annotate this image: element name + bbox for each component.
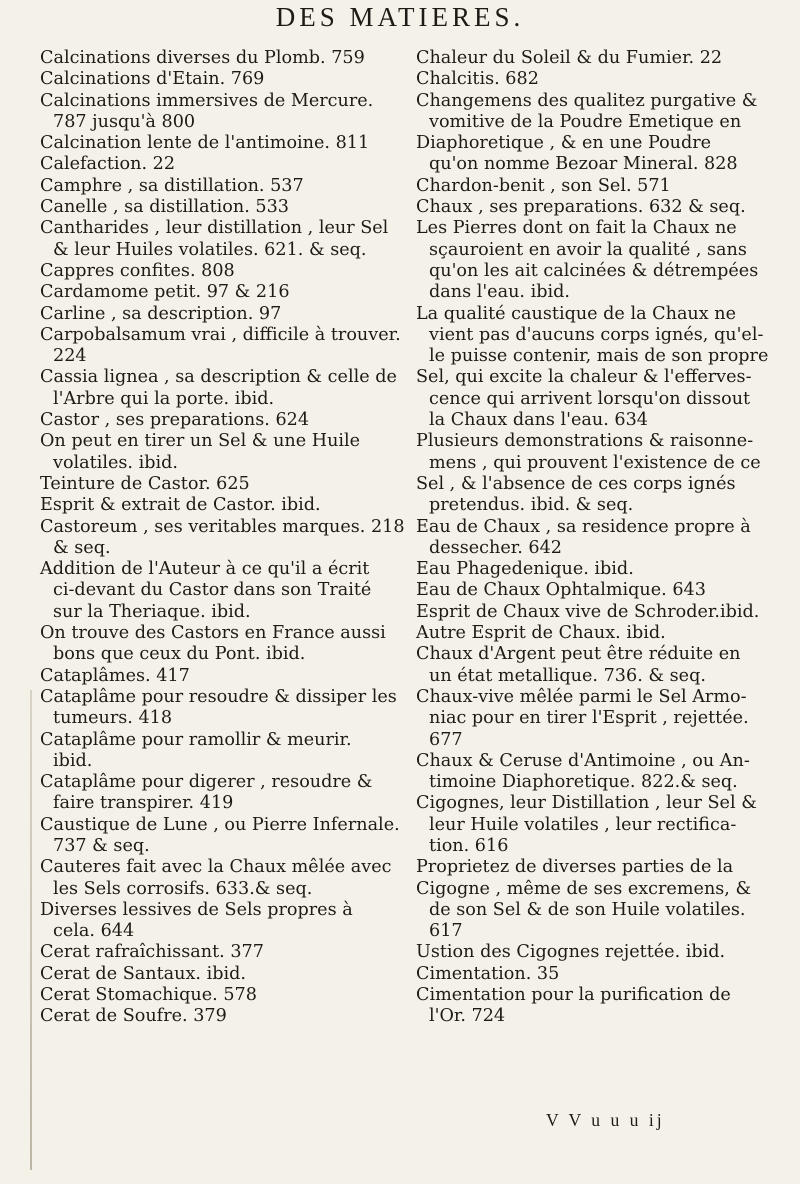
index-line: sur la Theriaque. ibid.	[53, 601, 251, 622]
index-line: Cataplâme pour resoudre & dissiper les	[40, 686, 397, 707]
index-line: Carline , sa description. 97	[40, 303, 282, 324]
index-line: Castoreum , ses veritables marques. 218	[40, 516, 405, 537]
index-line: Cardamome petit. 97 & 216	[40, 282, 290, 303]
index-line: cela. 644	[53, 921, 135, 942]
index-line: Chaleur du Soleil & du Fumier. 22	[416, 48, 723, 68]
index-line: qu'on les ait calcinées & détrempées	[429, 260, 759, 281]
index-line: pretendus. ibid. & seq.	[429, 495, 634, 516]
index-line: Diverses lessives de Sels propres à	[40, 899, 353, 920]
index-line: 787 jusqu'à 800	[53, 111, 196, 132]
index-line: Calcinations d'Etain. 769	[40, 69, 265, 90]
index-entry	[416, 687, 776, 751]
index-line: Chaux d'Argent peut être réduite en	[416, 644, 741, 665]
index-line: la Chaux dans l'eau. 634	[429, 410, 649, 431]
index-line: niac pour en tirer l'Esprit , rejettée.	[429, 708, 749, 729]
index-entry	[40, 304, 392, 325]
index-line: Cassia lignea , sa description & celle de	[40, 367, 397, 388]
index-entry	[40, 133, 392, 154]
index-line: Cigognes, leur Distillation , leur Sel &	[416, 793, 757, 814]
index-entry	[40, 772, 392, 815]
index-line: Cigogne , même de ses excremens, &	[416, 878, 752, 899]
index-line: & leur Huiles volatiles. 621. & seq.	[53, 239, 367, 260]
index-line: Cerat de Santaux. ibid.	[40, 963, 246, 984]
index-line: Cantharides , leur distillation , leur Sel	[40, 218, 389, 239]
index-line: ci-devant du Castor dans son Traité	[53, 580, 372, 601]
index-line: Plusieurs demonstrations & raisonne-	[416, 431, 754, 452]
index-line: dans l'eau. ibid.	[429, 282, 570, 303]
index-entry	[40, 69, 392, 90]
index-line: Canelle , sa distillation. 533	[40, 197, 289, 218]
index-line: l'Arbre qui la porte. ibid.	[53, 388, 275, 409]
index-line: Cataplâmes. 417	[40, 665, 190, 686]
index-line: Cerat rafraîchissant. 377	[40, 942, 264, 963]
page-fold-shadow	[30, 690, 32, 1170]
index-entry	[40, 814, 400, 858]
index-column-left	[40, 48, 405, 1028]
index-line: 737 & seq.	[53, 835, 150, 856]
index-line: Cappres confites. 808	[40, 260, 235, 281]
index-line: 617	[429, 921, 463, 942]
index-entry	[40, 666, 392, 687]
index-line: faire transpirer. 419	[53, 793, 234, 814]
index-entry	[40, 91, 392, 134]
index-entry	[40, 516, 405, 666]
index-entry	[40, 730, 392, 773]
index-line: 677	[429, 729, 463, 750]
index-line: Ustion des Cigognes rejettée. ibid.	[416, 942, 726, 963]
index-entry	[40, 686, 397, 730]
index-line: Caustique de Lune , ou Pierre Infernale.	[40, 814, 400, 835]
index-line: Eau de Chaux , sa residence propre à	[416, 516, 751, 537]
index-line: Calcination lente de l'antimoine. 811	[40, 133, 370, 154]
index-line: bons que ceux du Pont. ibid.	[53, 644, 306, 665]
index-line: Chaux & Ceruse d'Antimoine , ou An-	[416, 750, 750, 771]
index-line: Sel , & l'absence de ces corps ignés	[416, 473, 736, 494]
index-entry	[416, 48, 776, 69]
index-entry	[416, 942, 776, 963]
index-entry	[40, 942, 392, 963]
index-entry	[40, 48, 392, 69]
index-entry	[416, 176, 776, 197]
index-line: Eau de Chaux Ophtalmique. 643	[416, 580, 706, 601]
index-entry	[40, 985, 392, 1006]
index-line: dessecher. 642	[429, 537, 562, 558]
index-line: Calcinations diverses du Plomb. 759	[40, 48, 365, 68]
index-line: Sel, qui excite la chaleur & l'efferves-	[416, 367, 752, 388]
index-line: Cerat de Soufre. 379	[40, 1006, 227, 1027]
index-line: Calefaction. 22	[40, 154, 176, 175]
index-line: sçauroient en avoir la qualité , sans	[429, 239, 747, 260]
index-line: Cerat Stomachique. 578	[40, 985, 257, 1006]
index-line: tion. 616	[429, 835, 509, 856]
index-line: Teinture de Castor. 625	[40, 473, 250, 494]
index-line: timoine Diaphoretique. 822.& seq.	[429, 772, 738, 793]
index-entry	[416, 644, 776, 687]
index-line: les Sels corrosifs. 633.& seq.	[53, 878, 313, 899]
index-entry	[40, 282, 392, 303]
index-line: Carpobalsamum vrai , difficile à trouver.	[40, 324, 401, 345]
index-line: volatiles. ibid.	[53, 452, 178, 473]
index-line: On peut en tirer un Sel & une Huile	[40, 431, 361, 452]
index-line: cence qui arrivent lorsqu'on dissout	[429, 388, 751, 409]
index-line: Chaux-vive mêlée parmi le Sel Armo-	[416, 686, 747, 707]
index-line: Calcinations immersives de Mercure.	[40, 90, 374, 111]
index-entry	[40, 197, 392, 218]
index-entry	[40, 367, 397, 516]
index-line: Proprietez de diverses parties de la	[416, 857, 734, 878]
index-line: vomitive de la Poudre Emetique en	[429, 111, 742, 132]
index-entry	[40, 176, 392, 197]
index-line: Chardon-benit , son Sel. 571	[416, 175, 671, 196]
index-line: leur Huile volatiles , leur rectifica-	[429, 814, 737, 835]
index-entry	[40, 154, 392, 175]
index-entry	[416, 91, 776, 176]
index-line: 224	[53, 346, 87, 367]
index-entry	[416, 793, 776, 942]
index-line: Diaphoretique , & en une Poudre	[416, 133, 712, 154]
index-entry	[416, 197, 776, 644]
index-line: ibid.	[53, 750, 93, 771]
index-line: Cimentation pour la purification de	[416, 985, 731, 1006]
index-line: Les Pierres dont on fait la Chaux ne	[416, 218, 737, 239]
index-line: Cauteres fait avec la Chaux mêlée avec	[40, 857, 392, 878]
index-entry	[40, 857, 392, 942]
index-line: Changemens des qualitez purgative &	[416, 90, 758, 111]
index-line: Camphre , sa distillation. 537	[40, 175, 304, 196]
index-entry	[40, 324, 401, 368]
index-line: Eau Phagedenique. ibid.	[416, 559, 634, 580]
index-line: Chalcitis. 682	[416, 69, 539, 90]
index-line: le puisse contenir, mais de son propre	[429, 346, 769, 367]
index-line: qu'on nomme Bezoar Mineral. 828	[429, 154, 738, 175]
index-line: de son Sel & de son Huile volatiles.	[429, 899, 746, 920]
index-entry	[40, 1006, 392, 1027]
index-line: Autre Esprit de Chaux. ibid.	[416, 623, 666, 644]
index-entry	[416, 964, 776, 985]
index-line: Chaux , ses preparations. 632 & seq.	[416, 197, 746, 218]
index-line: l'Or. 724	[429, 1006, 506, 1027]
index-line: Castor , ses preparations. 624	[40, 410, 310, 431]
index-line: Addition de l'Auteur à ce qu'il a écrit	[40, 559, 370, 580]
index-entry	[416, 985, 776, 1028]
index-line: Cimentation. 35	[416, 963, 560, 984]
index-line: Cataplâme pour ramollir & meurir.	[40, 729, 352, 750]
index-entry	[416, 69, 776, 90]
signature-mark: V V u u u ij	[546, 1110, 665, 1130]
index-line: Esprit de Chaux vive de Schroder.ibid.	[416, 601, 760, 622]
index-line: & seq.	[53, 537, 111, 558]
index-line: Cataplâme pour digerer , resoudre &	[40, 772, 373, 793]
index-line: La qualité caustique de la Chaux ne	[416, 303, 737, 324]
index-line: vient pas d'aucuns corps ignés, qu'el-	[429, 324, 764, 345]
index-column-right	[416, 48, 776, 1028]
index-line: Esprit & extrait de Castor. ibid.	[40, 495, 321, 516]
index-entry	[416, 751, 776, 794]
index-line: On trouve des Castors en France aussi	[40, 623, 386, 644]
index-entry	[40, 261, 392, 282]
index-line: tumeurs. 418	[53, 708, 173, 729]
index-line: un état metallique. 736. & seq.	[429, 665, 706, 686]
index-entry	[40, 218, 392, 261]
index-line: mens , qui prouvent l'existence de ce	[429, 452, 761, 473]
index-entry	[40, 964, 392, 985]
page-header: DES MATIERES.	[275, 2, 525, 32]
